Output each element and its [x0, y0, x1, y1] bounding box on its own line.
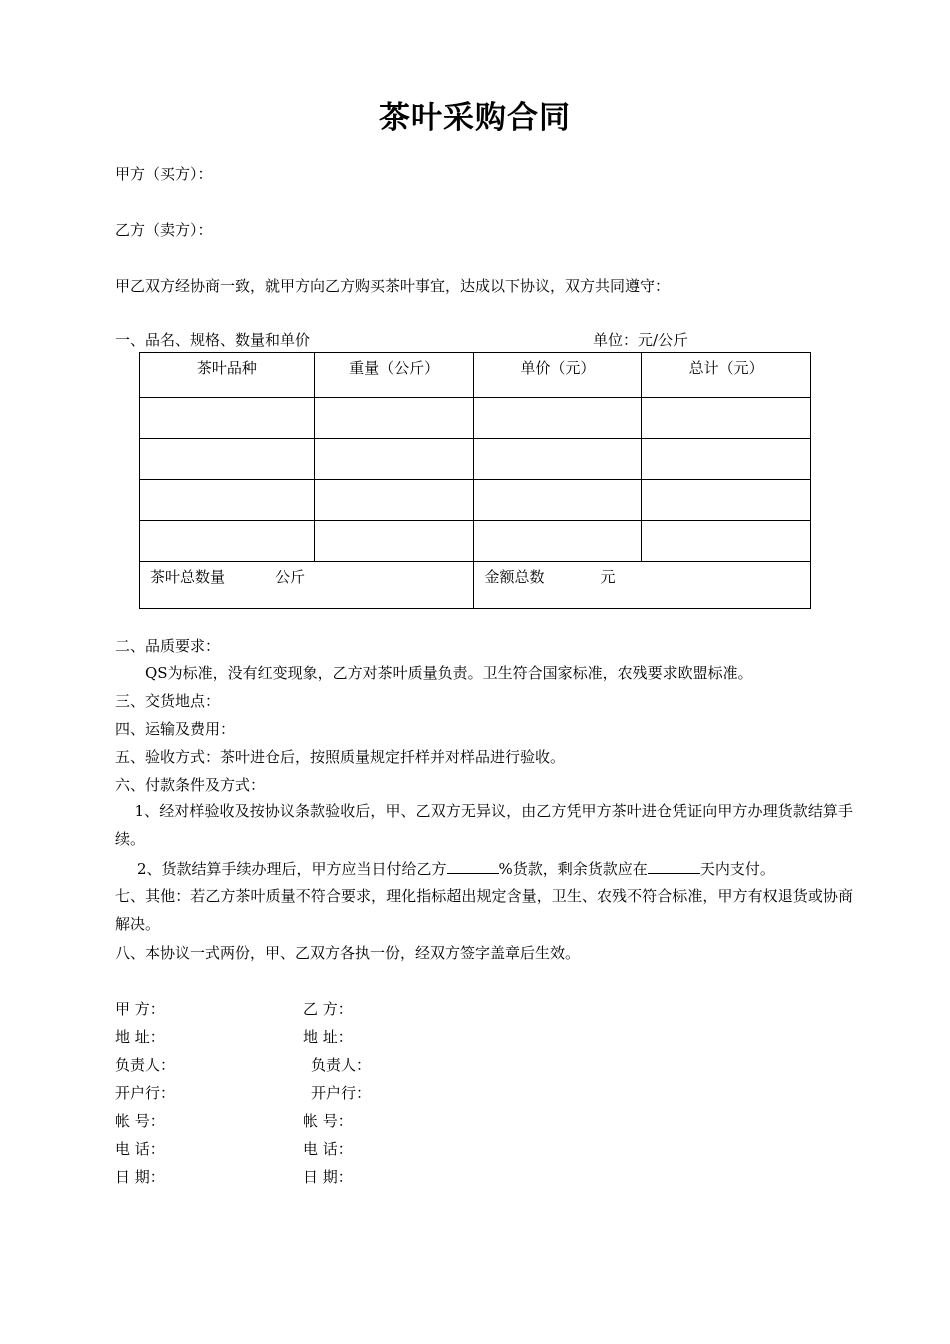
sig-right-party: 乙 方： — [303, 1000, 353, 1018]
table-cell[interactable] — [314, 480, 474, 521]
party-b-line: 乙方（卖方）： — [115, 221, 213, 239]
section-1-heading: 一、品名、规格、数量和单价 — [115, 331, 311, 349]
table-cell[interactable] — [314, 398, 474, 439]
intro-paragraph: 甲乙双方经协商一致，就甲方向乙方购买茶叶事宜，达成以下协议，双方共同遵守： — [115, 277, 671, 295]
table-cell[interactable] — [474, 398, 642, 439]
section-3: 三、交货地点： — [115, 692, 221, 710]
table-cell[interactable] — [474, 480, 642, 521]
total-amount-cell[interactable] — [474, 562, 811, 609]
total-quantity-unit: 公斤 — [275, 568, 306, 586]
percent-blank[interactable] — [447, 858, 499, 874]
section-6-item-2 — [137, 858, 775, 879]
table-cell[interactable] — [140, 480, 315, 521]
table-row — [140, 480, 811, 521]
section-7: 七、其他：若乙方茶叶质量不符合要求，理化指标超出规定含量，卫生、农残不符合标准，甲方有权退货或协商解决。 — [115, 887, 853, 933]
table-cell[interactable] — [642, 480, 811, 521]
table-row — [140, 398, 811, 439]
table-row — [140, 521, 811, 562]
item-2-part-b: %货款，剩余货款应在 — [498, 860, 648, 878]
section-2-heading: 二、品质要求： — [115, 637, 221, 655]
header-weight: 重量（公斤） — [314, 353, 474, 398]
table-cell[interactable] — [314, 521, 474, 562]
table-cell[interactable] — [642, 439, 811, 480]
table-cell[interactable] — [642, 398, 811, 439]
section-5: 五、验收方式：茶叶进仓后，按照质量规定扦样并对样品进行验收。 — [115, 748, 566, 766]
total-quantity-cell[interactable] — [140, 562, 474, 609]
table-row — [140, 439, 811, 480]
table-cell[interactable] — [140, 439, 315, 480]
sig-right-date: 日 期： — [303, 1168, 353, 1186]
sig-left-address: 地 址： — [115, 1028, 165, 1046]
header-unit-price: 单价（元） — [474, 353, 642, 398]
section-4: 四、运输及费用： — [115, 720, 236, 738]
sig-left-bank: 开户行： — [115, 1084, 176, 1102]
sig-right-bank: 开户行： — [311, 1084, 372, 1102]
sig-right-account: 帐 号： — [303, 1112, 353, 1130]
sig-left-date: 日 期： — [115, 1168, 165, 1186]
table-cell[interactable] — [474, 521, 642, 562]
unit-label: 单位：元/公斤 — [593, 331, 689, 349]
table-cell[interactable] — [474, 439, 642, 480]
table-cell[interactable] — [140, 398, 315, 439]
party-a-line: 甲方（买方）： — [115, 165, 213, 183]
total-amount-label: 金额总数 — [484, 568, 545, 586]
sig-left-party: 甲 方： — [115, 1000, 165, 1018]
table-total-row — [140, 562, 811, 609]
sig-left-phone: 电 话： — [115, 1140, 165, 1158]
header-total: 总计（元） — [642, 353, 811, 398]
sig-right-phone: 电 话： — [303, 1140, 353, 1158]
sig-right-address: 地 址： — [303, 1028, 353, 1046]
section-6-heading: 六、付款条件及方式： — [115, 776, 266, 794]
section-6-item-1: 1、经对样验收及按协议条款验收后，甲、乙双方无异议，由乙方凭甲方茶叶进仓凭证向甲方办理货款结算手续。 — [115, 802, 853, 848]
table-cell[interactable] — [642, 521, 811, 562]
section-8: 八、本协议一式两份，甲、乙双方各执一份，经双方签字盖章后生效。 — [115, 944, 581, 962]
sig-left-representative: 负责人： — [115, 1056, 176, 1074]
days-blank[interactable] — [648, 858, 700, 874]
section-2-body: QS为标准，没有红变现象，乙方对茶叶质量负责。卫生符合国家标准，农残要求欧盟标准。 — [145, 664, 753, 682]
item-2-part-c: 天内支付。 — [699, 860, 775, 878]
document-title: 茶叶采购合同 — [379, 100, 571, 136]
sig-left-account: 帐 号： — [115, 1112, 165, 1130]
table-header-row — [140, 353, 811, 398]
sig-right-representative: 负责人： — [311, 1056, 372, 1074]
total-amount-unit: 元 — [600, 568, 616, 586]
purchase-table — [139, 352, 811, 609]
header-tea-variety: 茶叶品种 — [140, 353, 315, 398]
total-quantity-label: 茶叶总数量 — [150, 568, 226, 586]
table-cell[interactable] — [140, 521, 315, 562]
table-cell[interactable] — [314, 439, 474, 480]
item-2-part-a: 2、货款结算手续办理后，甲方应当日付给乙方 — [137, 860, 447, 878]
section-1-row — [115, 330, 815, 350]
